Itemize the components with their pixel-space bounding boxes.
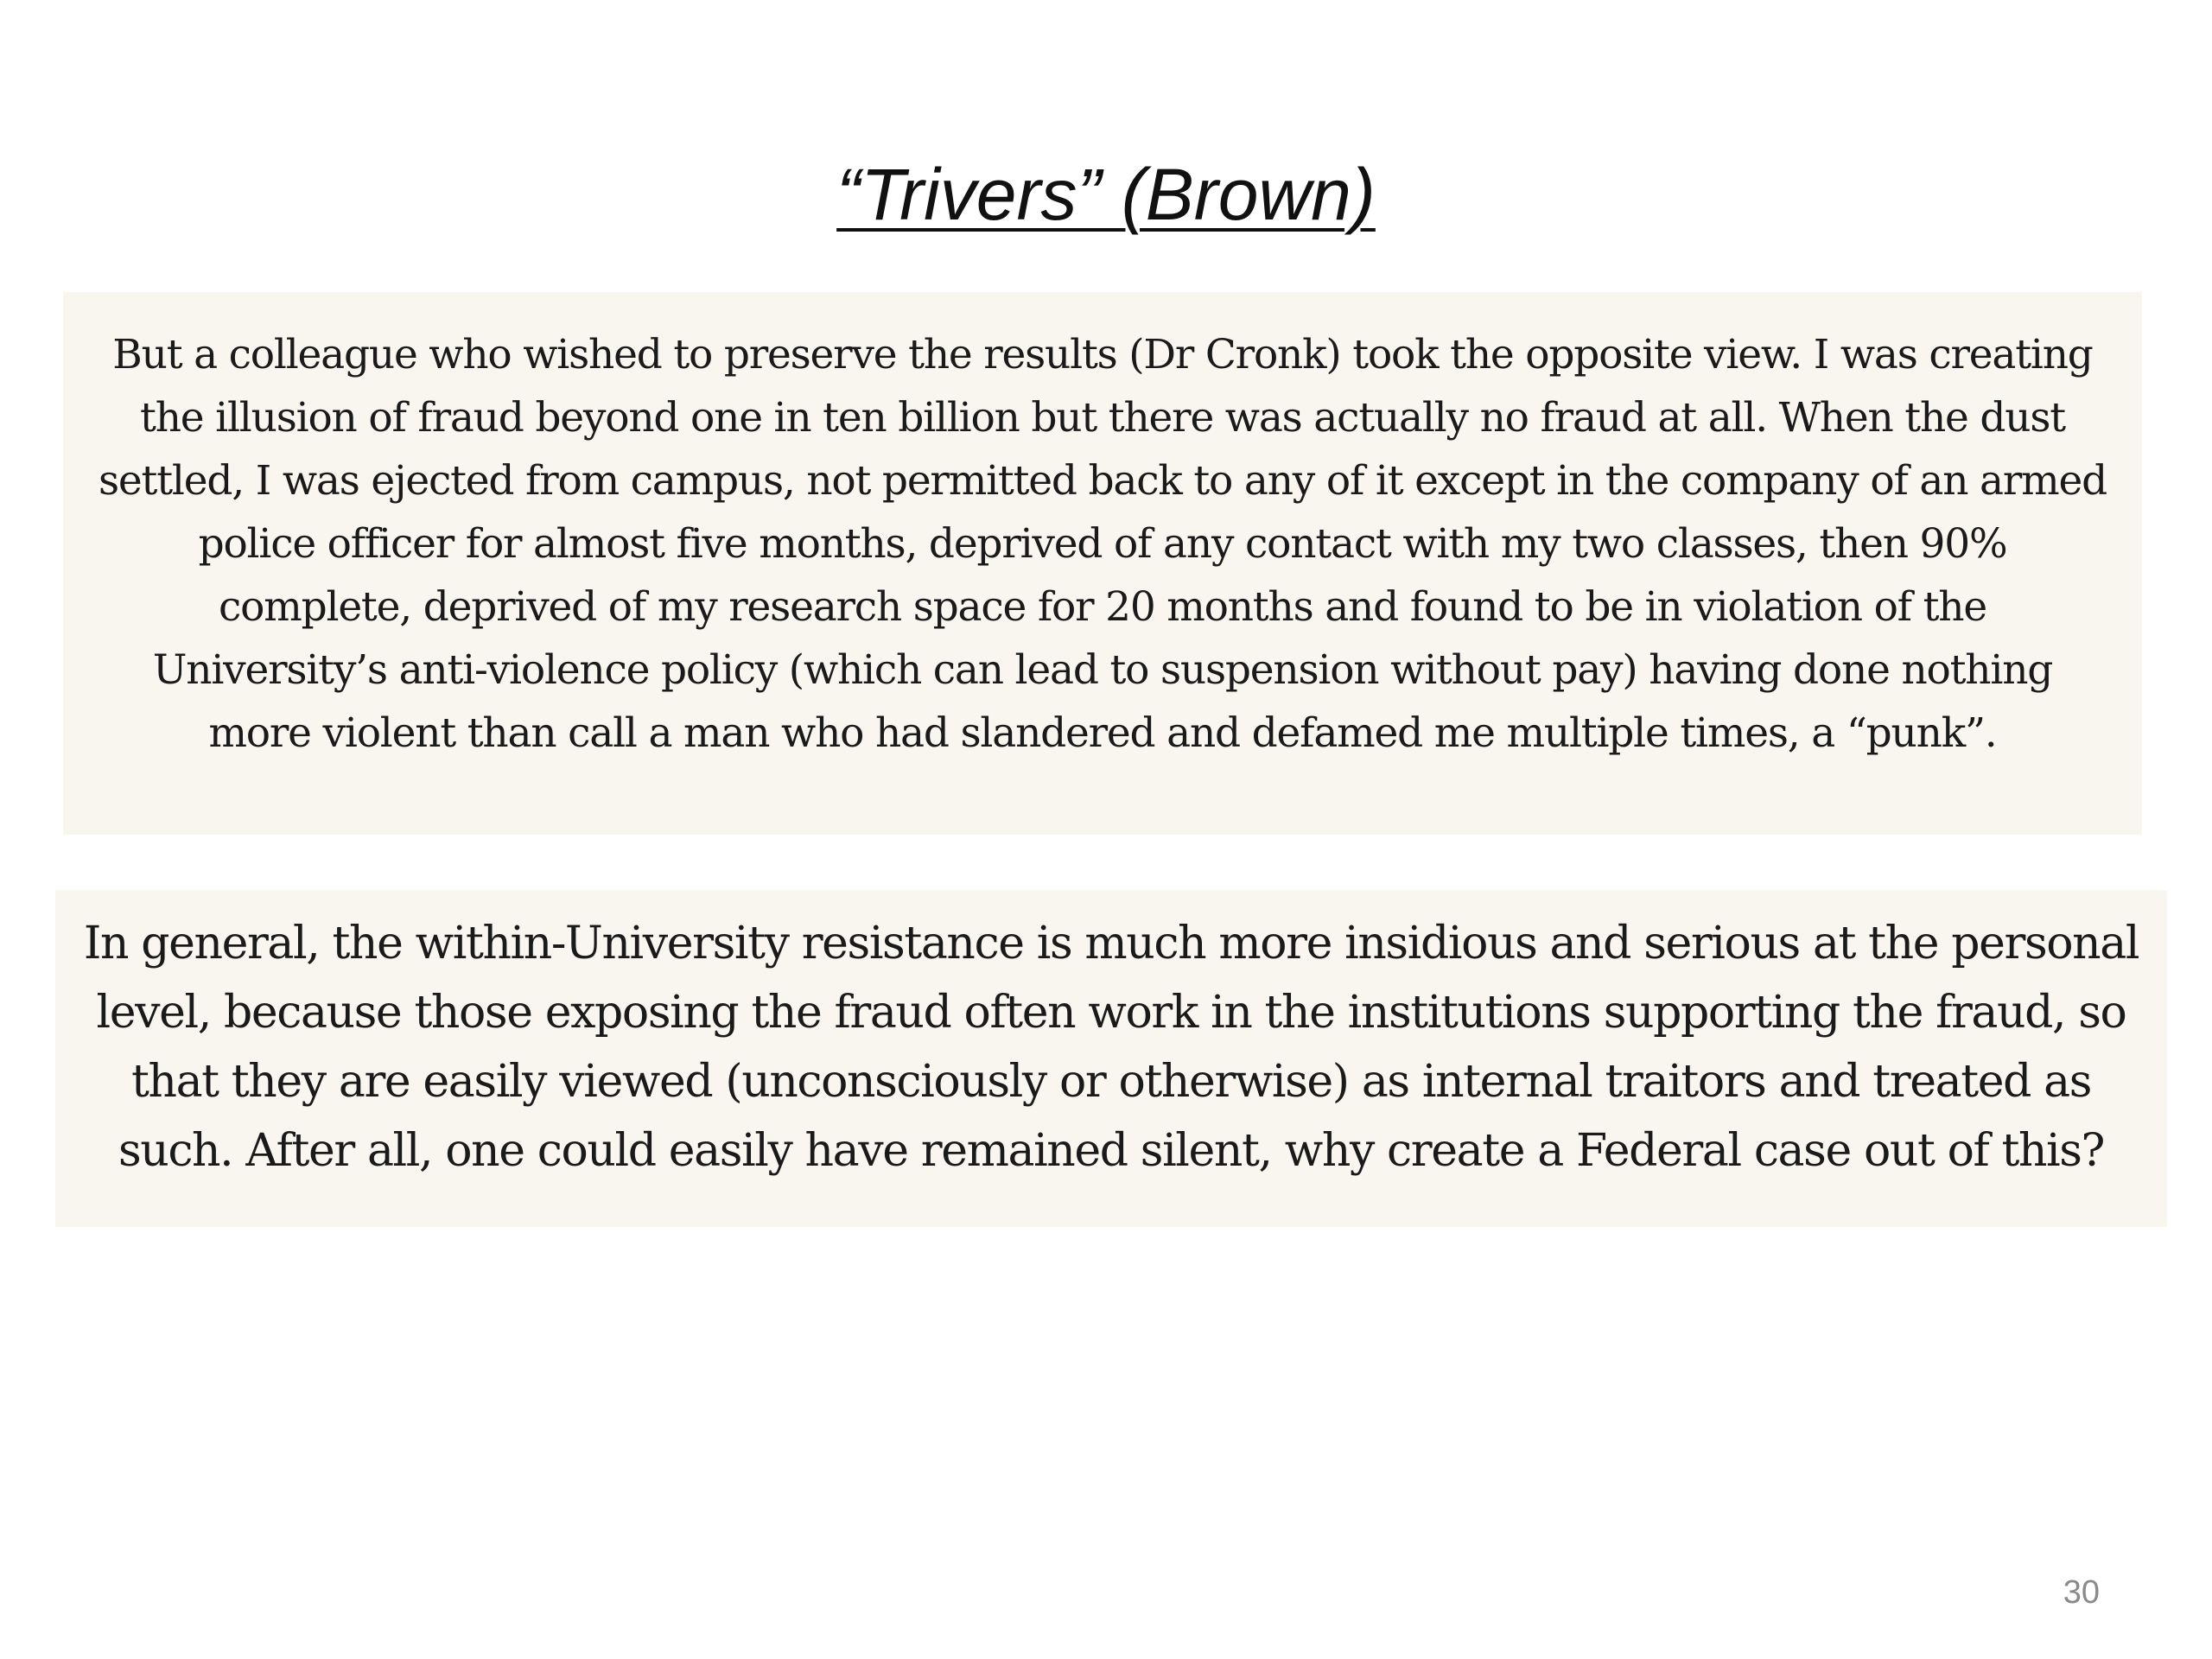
quote-block-cronk: But a colleague who wished to preserve the results (Dr Cronk) took the opposite view. I was creating the illusion of fraud beyond one in ten billion but there was actually no fraud at all. When the dust settled, I was ejected from campus, not permitted back to any of it except in the company of an armed police officer for almost five months, deprived of any contact with my two classes, then 90% complete, deprived of my research space for 20 months and found to be in violation of the University’s anti-violence policy (which can lead to suspension without pay) having done nothing more violent than call a man who had slandered and defamed me multiple times, a “punk”. <box>63 292 2142 835</box>
quote-block-university-resistance: In general, the within-University resistance is much more insidious and serious at the personal level, because those exposing the fraud often work in the institutions supporting the fraud, so that they are easily viewed (unconsciously or otherwise) as internal traitors and treated as such. After all, one could easily have remained silent, why create a Federal case out of this? <box>55 890 2167 1227</box>
page-number: 30 <box>2063 1574 2100 1611</box>
slide-title <box>0 147 2212 242</box>
slide-title-text: “Trivers” (Brown) <box>836 154 1376 235</box>
